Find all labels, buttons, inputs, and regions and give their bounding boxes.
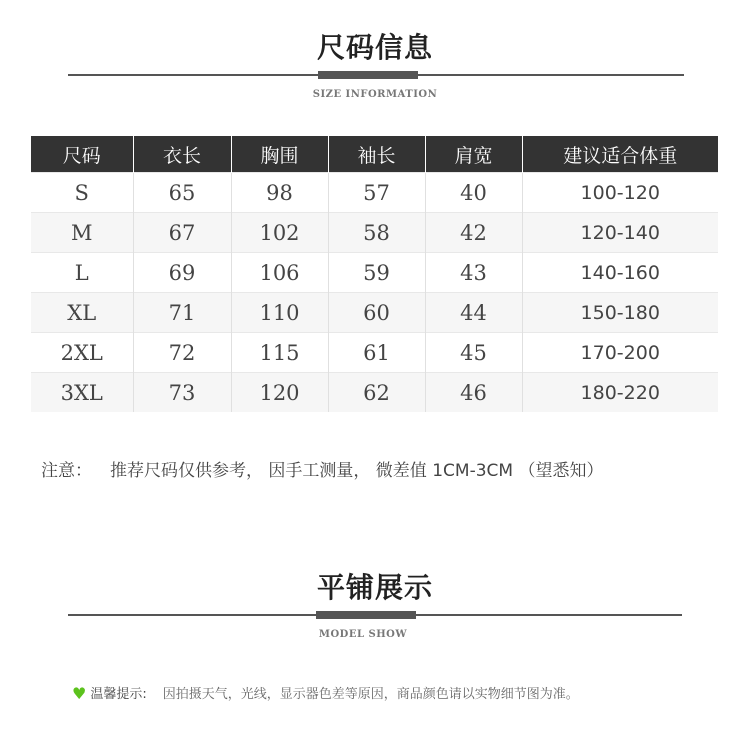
tip-label: 温馨提示: bbox=[90, 687, 147, 702]
cell-weight: 140-160 bbox=[522, 253, 718, 293]
cell-length: 73 bbox=[133, 373, 231, 413]
measurement-note bbox=[41, 456, 741, 481]
header-chest: 胸围 bbox=[231, 136, 328, 173]
cell-length: 65 bbox=[133, 173, 231, 213]
cell-chest: 115 bbox=[231, 333, 328, 373]
cell-size: 3XL bbox=[31, 373, 133, 413]
header-sleeve: 袖长 bbox=[328, 136, 425, 173]
cell-sleeve: 59 bbox=[328, 253, 425, 293]
cell-size: S bbox=[31, 173, 133, 213]
header-weight: 建议适合体重 bbox=[522, 136, 718, 173]
cell-shoulder: 46 bbox=[425, 373, 522, 413]
note-text: 推荐尺码仅供参考， 因手工测量， 微差值 1CM-3CM （望悉知） bbox=[110, 461, 604, 481]
cell-length: 67 bbox=[133, 213, 231, 253]
cell-length: 72 bbox=[133, 333, 231, 373]
table-header-row bbox=[31, 136, 718, 173]
tip-text: 因拍摄天气，光线，显示器色差等原因，商品颜色请以实物细节图为准。 bbox=[162, 687, 579, 702]
cell-weight: 100-120 bbox=[522, 173, 718, 213]
cell-size: L bbox=[31, 253, 133, 293]
model-show-subtitle: MODEL SHOW bbox=[318, 629, 408, 640]
cell-size: 2XL bbox=[31, 333, 133, 373]
warm-tip bbox=[72, 683, 579, 703]
cell-weight: 170-200 bbox=[522, 333, 718, 373]
cell-sleeve: 57 bbox=[328, 173, 425, 213]
cell-chest: 98 bbox=[231, 173, 328, 213]
cell-size: XL bbox=[31, 293, 133, 333]
title-divider-accent bbox=[318, 71, 418, 79]
cell-size: M bbox=[31, 213, 133, 253]
cell-weight: 120-140 bbox=[522, 213, 718, 253]
cell-sleeve: 58 bbox=[328, 213, 425, 253]
size-info-title: 尺码信息 bbox=[316, 31, 433, 64]
cell-chest: 110 bbox=[231, 293, 328, 333]
cell-shoulder: 40 bbox=[425, 173, 522, 213]
table-row bbox=[31, 173, 718, 213]
header-size: 尺码 bbox=[31, 136, 133, 173]
cell-chest: 102 bbox=[231, 213, 328, 253]
cell-shoulder: 45 bbox=[425, 333, 522, 373]
header-length: 衣长 bbox=[133, 136, 231, 173]
table-row bbox=[31, 213, 718, 253]
cell-shoulder: 42 bbox=[425, 213, 522, 253]
cell-shoulder: 43 bbox=[425, 253, 522, 293]
size-table bbox=[31, 136, 718, 412]
cell-chest: 106 bbox=[231, 253, 328, 293]
cell-weight: 150-180 bbox=[522, 293, 718, 333]
cell-length: 69 bbox=[133, 253, 231, 293]
size-info-subtitle: SIZE INFORMATION bbox=[312, 89, 438, 100]
table-row bbox=[31, 333, 718, 373]
cell-sleeve: 62 bbox=[328, 373, 425, 413]
table-row bbox=[31, 293, 718, 333]
cell-length: 71 bbox=[133, 293, 231, 333]
table-row bbox=[31, 253, 718, 293]
cell-shoulder: 44 bbox=[425, 293, 522, 333]
cell-chest: 120 bbox=[231, 373, 328, 413]
cell-weight: 180-220 bbox=[522, 373, 718, 413]
heart-icon: ♥ bbox=[72, 684, 87, 703]
model-show-title: 平铺展示 bbox=[316, 571, 433, 604]
header-shoulder: 肩宽 bbox=[425, 136, 522, 173]
cell-sleeve: 61 bbox=[328, 333, 425, 373]
note-label: 注意： bbox=[41, 461, 92, 481]
cell-sleeve: 60 bbox=[328, 293, 425, 333]
model-divider-accent bbox=[316, 611, 416, 619]
table-row bbox=[31, 373, 718, 413]
